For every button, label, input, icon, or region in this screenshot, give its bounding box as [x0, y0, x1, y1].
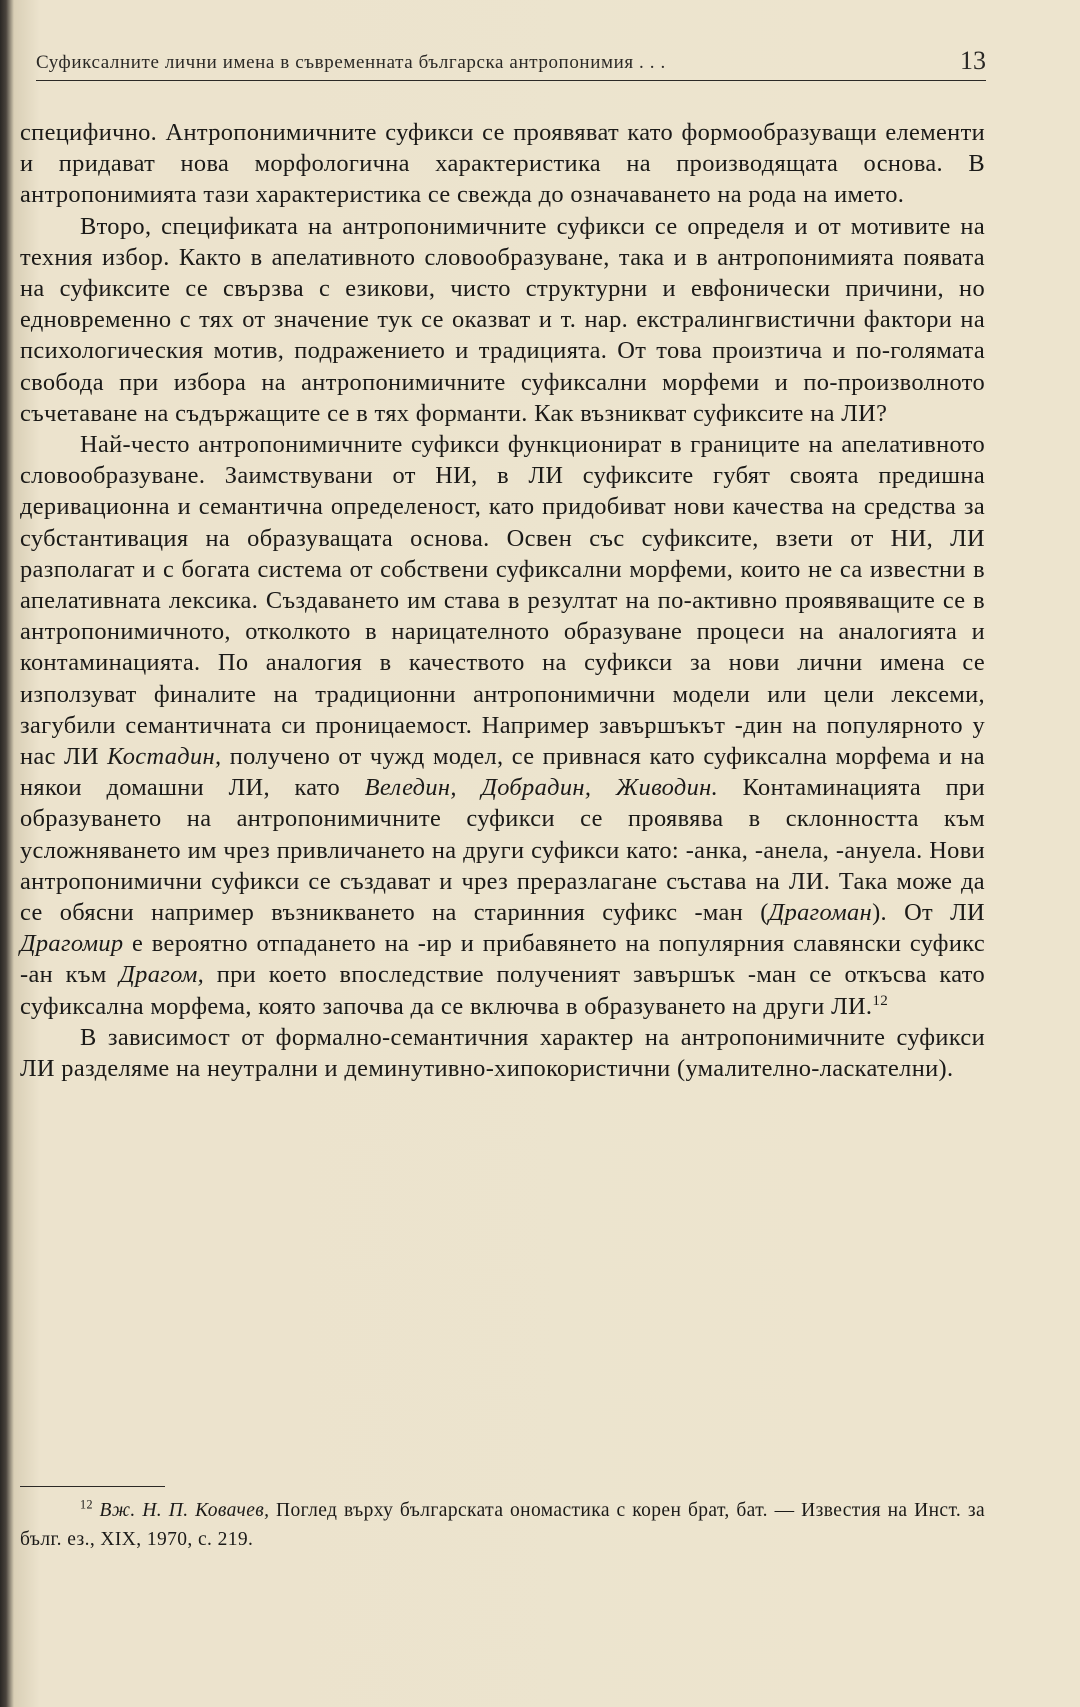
paragraph-3: [20, 429, 985, 1022]
paragraph-3-text-1: Най-често антропонимичните суфикси функционират в границите на апелативното словообразуване. Заимствувани от НИ, в ЛИ суфиксите губят своята предишна деривационна и семантична определеност, като придобиват нови качества на средства за субстантивация на образуващата основа. Освен със суфиксите, взети от НИ, ЛИ разполагат и с богата система от собствени суфиксални морфеми, които не са известни в апелативната лексика. Създаването им става в резултат на по-активно проявяващите се в антропонимичното, отколкото в нарицателното образуване процеси на аналогията и контаминацията. По аналогия в качеството на суфикси за нови лични имена се използуват финалите на традиционни антропонимични модели или цели лексеми, загубили семантичната си проницаемост. Например завършъкът -дин на популярното у нас ЛИ: [20, 431, 985, 771]
example-name-dragoman: Драгоман: [768, 899, 873, 927]
footnote-mark: 12: [80, 1497, 93, 1512]
page-number: 13: [960, 46, 986, 75]
running-title: Суфиксалните лични имена в съвременната българска антропонимия . . .: [36, 52, 666, 73]
page-header: [36, 38, 986, 81]
paragraph-1: специфично. Антропонимичните суфикси се проявяват като формообразуващи елементи и придават нова морфологична характеристика на производящата основа. В антропонимията тази характеристика се свежда до означаването на рода на името.: [20, 119, 985, 209]
paragraph-3-text-4: ). От ЛИ: [872, 899, 985, 927]
footnote-divider: [20, 1486, 165, 1487]
paragraph-3-text-3: Контаминацията при образуването на антропонимичните суфикси се проявява в склонността към усложняването им чрез привличането на други суфикси като: -анка, -анела, -ануела. Нови антропонимични суфикси се създават и чрез преразлагане състава на ЛИ. Така може да се обясни например възникването на старинния суфикс -ман (: [20, 774, 985, 927]
footnote: [20, 1496, 985, 1554]
paragraph-3-text-6: при което впоследствие полученият завършък -ман се откъсва като суфиксална морфема, която започва да се включва в образуването на други ЛИ.: [20, 961, 986, 1020]
footnote-citation: Поглед върху българската ономастика с корен брат, бат. — Известия на Инст. за бълг. ез., XIX, 1970, с. 219.: [20, 1500, 986, 1550]
footnote-authors: Вж. Н. П. Ковачев,: [99, 1500, 270, 1521]
example-names-din: Веледин, Добрадин, Живодин.: [364, 774, 719, 802]
example-name-dragom: Драгом,: [119, 961, 205, 989]
example-name-kostadin: Костадин,: [107, 743, 222, 771]
footnote-reference[interactable]: 12: [872, 992, 889, 1009]
paragraph-3-text-2: получено от чужд модел, се привнася като суфиксална морфема и на някои домашни ЛИ, като: [20, 743, 985, 802]
paragraph-3-text-5: е вероятно отпадането на -ир и прибавянето на популярния славянски суфикс -ан към: [20, 930, 985, 989]
paragraph-4: В зависимост от формално-семантичния характер на антропонимичните суфикси ЛИ разделяме на неутрални и деминутивно-хипокористични (умалително-ласкателни).: [20, 1023, 985, 1083]
example-name-dragomir: Драгомир: [20, 930, 124, 958]
footnote-text: [20, 1496, 985, 1554]
paragraph-2: Второ, спецификата на антропонимичните суфикси се определя и от мотивите на техния избор. Както в апелативното словообразуване, така и в антропонимията появата на суфиксите се свързва с езикови, чисто структурни и евфонически причини, но едновременно с тях от значение тук се оказват и т. нар. екстралингвистични фактори на психологическия мотив, подражението и традицията. От това произтича и по-голямата свобода при избора на антропонимичните суфиксални морфеми и по-произволното съчетаване на съдържащите се в тях форманти. Как възникват суфиксите на ЛИ?: [20, 212, 985, 427]
main-text: [20, 117, 985, 1084]
